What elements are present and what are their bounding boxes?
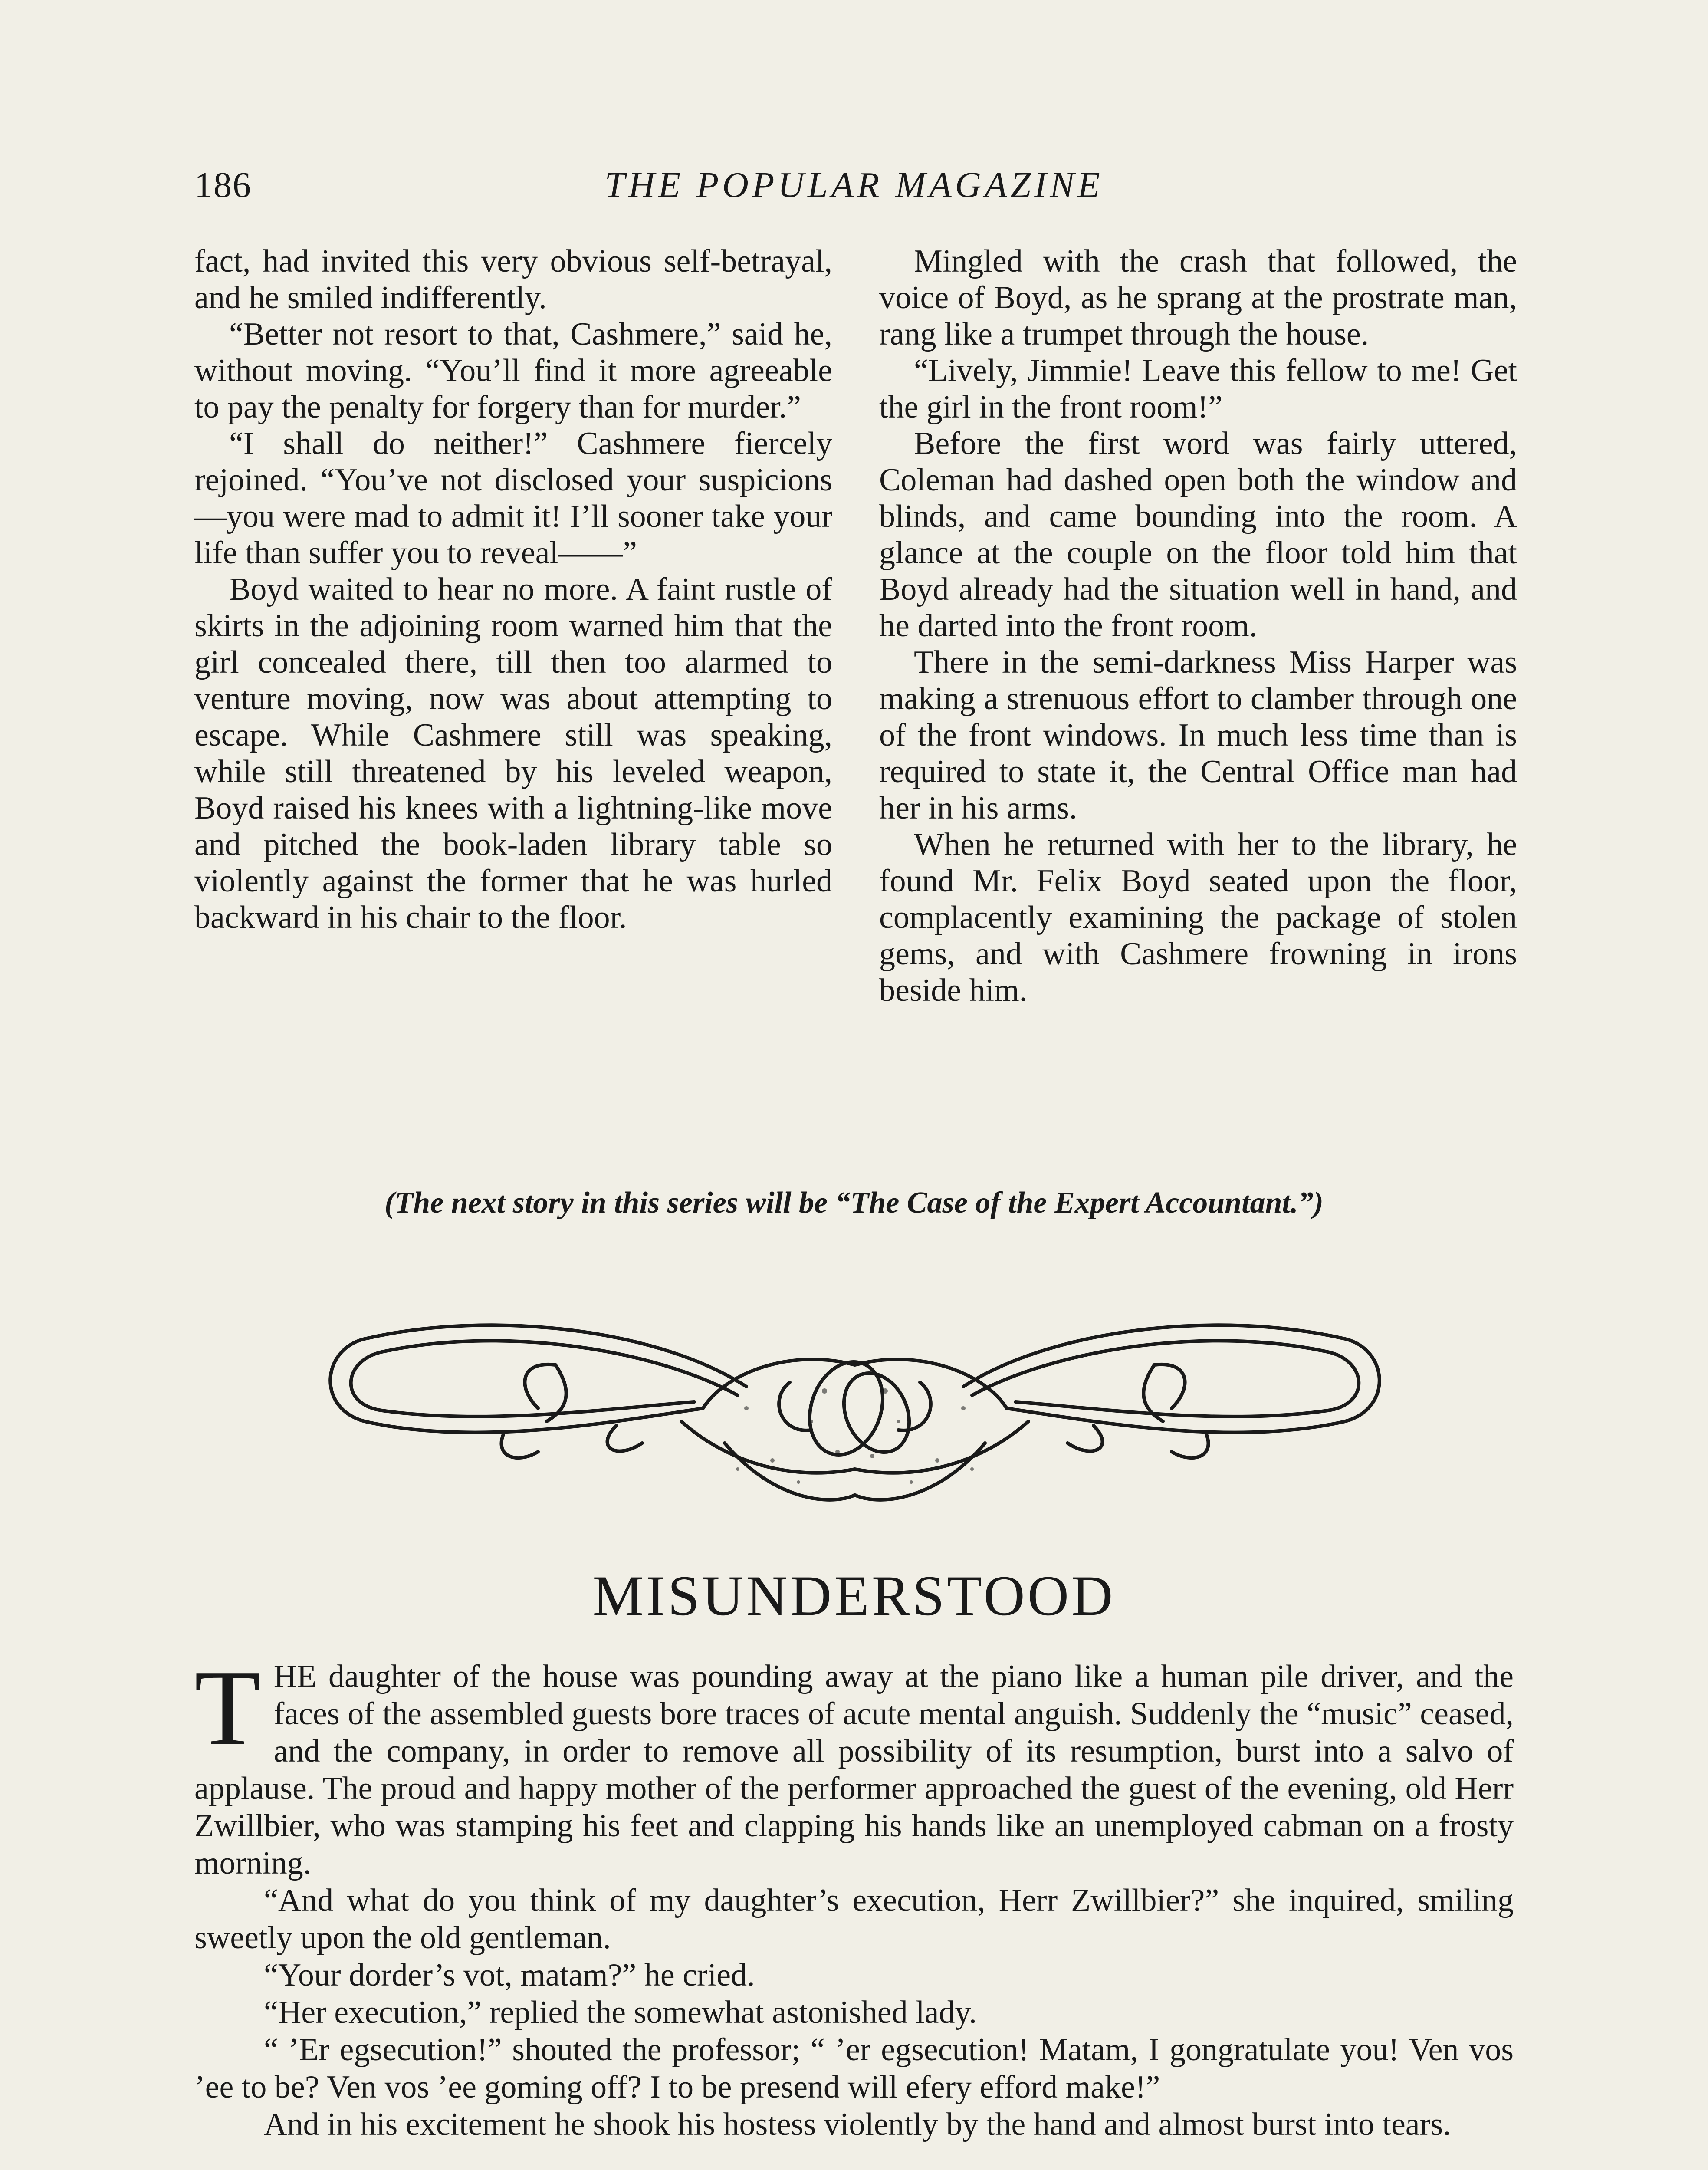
paragraph: “Lively, Jimmie! Leave this fellow to me! Get the girl in the front room!” [879, 353, 1517, 425]
story-title: MISUNDERSTOOD [592, 1564, 1116, 1628]
story-body [194, 1648, 1514, 2143]
story-paragraph: “And what do you think of my daughter’s execution, Herr Zwillbier?” she inquired, smiling sweetly upon the old gentleman. [194, 1883, 1514, 1956]
story-first-paragraph: HE daughter of the house was pounding away at the piano like a human pile driver, and the faces of the assembled guests bore traces of acute mental anguish. Suddenly the “music” ceased, and the company, in order to remove all possibility of its resumption, burst into a salvo of applause. The proud and happy mother of the performer approached the guest of the evening, old Herr Zwillbier, who was stamping his feet and clapping his hands like an unemployed cabman on a frosty morning. [194, 1659, 1514, 1881]
paragraph: fact, had invited this very obvious self-betrayal, and he smiled indifferently. [194, 243, 832, 316]
left-column [194, 243, 832, 936]
story-paragraph: “ ’Er egsecution!” shouted the professor; “ ’er egsecution! Matam, I gongratulate you! Ven vos ’ee to be? Ven vos ’ee goming off? I to be presend will efery efford make!” [194, 2032, 1514, 2105]
right-column [879, 243, 1517, 1009]
paragraph: Boyd waited to hear no more. A faint rustle of skirts in the adjoining room warned him that the girl concealed there, till then too alarmed to venture moving, now was about attempting to escape. While Cashmere still was speaking, while still threatened by his leveled weapon, Boyd raised his knees with a lightning-like move and pitched the book-laden library table so violently against the former that he was hurled backward in his chair to the floor. [194, 572, 832, 935]
page-number: 186 [194, 165, 252, 205]
decorative-ornament [312, 1278, 1397, 1521]
page-header [194, 164, 1514, 212]
story-paragraph [194, 1648, 1514, 1882]
paragraph: Mingled with the crash that followed, the voice of Boyd, as he sprang at the prostrate man, rang like a trumpet through the house. [879, 243, 1517, 352]
story-paragraph: And in his excitement he shook his hostess violently by the hand and almost burst into tears. [264, 2107, 1451, 2142]
story-paragraph: “Her execution,” replied the somewhat astonished lady. [264, 1995, 977, 2030]
story-paragraph: “Your dorder’s vot, matam?” he cried. [264, 1957, 755, 1993]
running-title: THE POPULAR MAGAZINE [604, 165, 1104, 205]
paragraph: “Better not resort to that, Cashmere,” said he, without moving. “You’ll find it more agreeable to pay the penalty for forgery than for murder.” [194, 316, 832, 425]
paragraph: Before the first word was fairly uttered, Coleman had dashed open both the window and blinds, and came bounding into the room. A glance at the couple on the floor told him that Boyd already had the situation well in hand, and he darted into the front room. [879, 426, 1517, 644]
paragraph: When he returned with her to the library, he found Mr. Felix Boyd seated upon the floor, complacently examining the package of stolen gems, and with Cashmere frowning in irons beside him. [879, 827, 1517, 1008]
drop-cap: T [194, 1648, 261, 1768]
paragraph: There in the semi-darkness Miss Harper was making a strenuous effort to clamber through one of the front windows. In much less time than is required to state it, the Central Office man had her in his arms. [879, 644, 1517, 826]
series-note: (The next story in this series will be “The Case of the Expert Accountant.”) [384, 1186, 1324, 1220]
paragraph: “I shall do neither!” Cashmere fiercely rejoined. “You’ve not disclosed your suspicions—you were mad to admit it! I’ll sooner take your life than suffer you to reveal——” [194, 426, 832, 571]
